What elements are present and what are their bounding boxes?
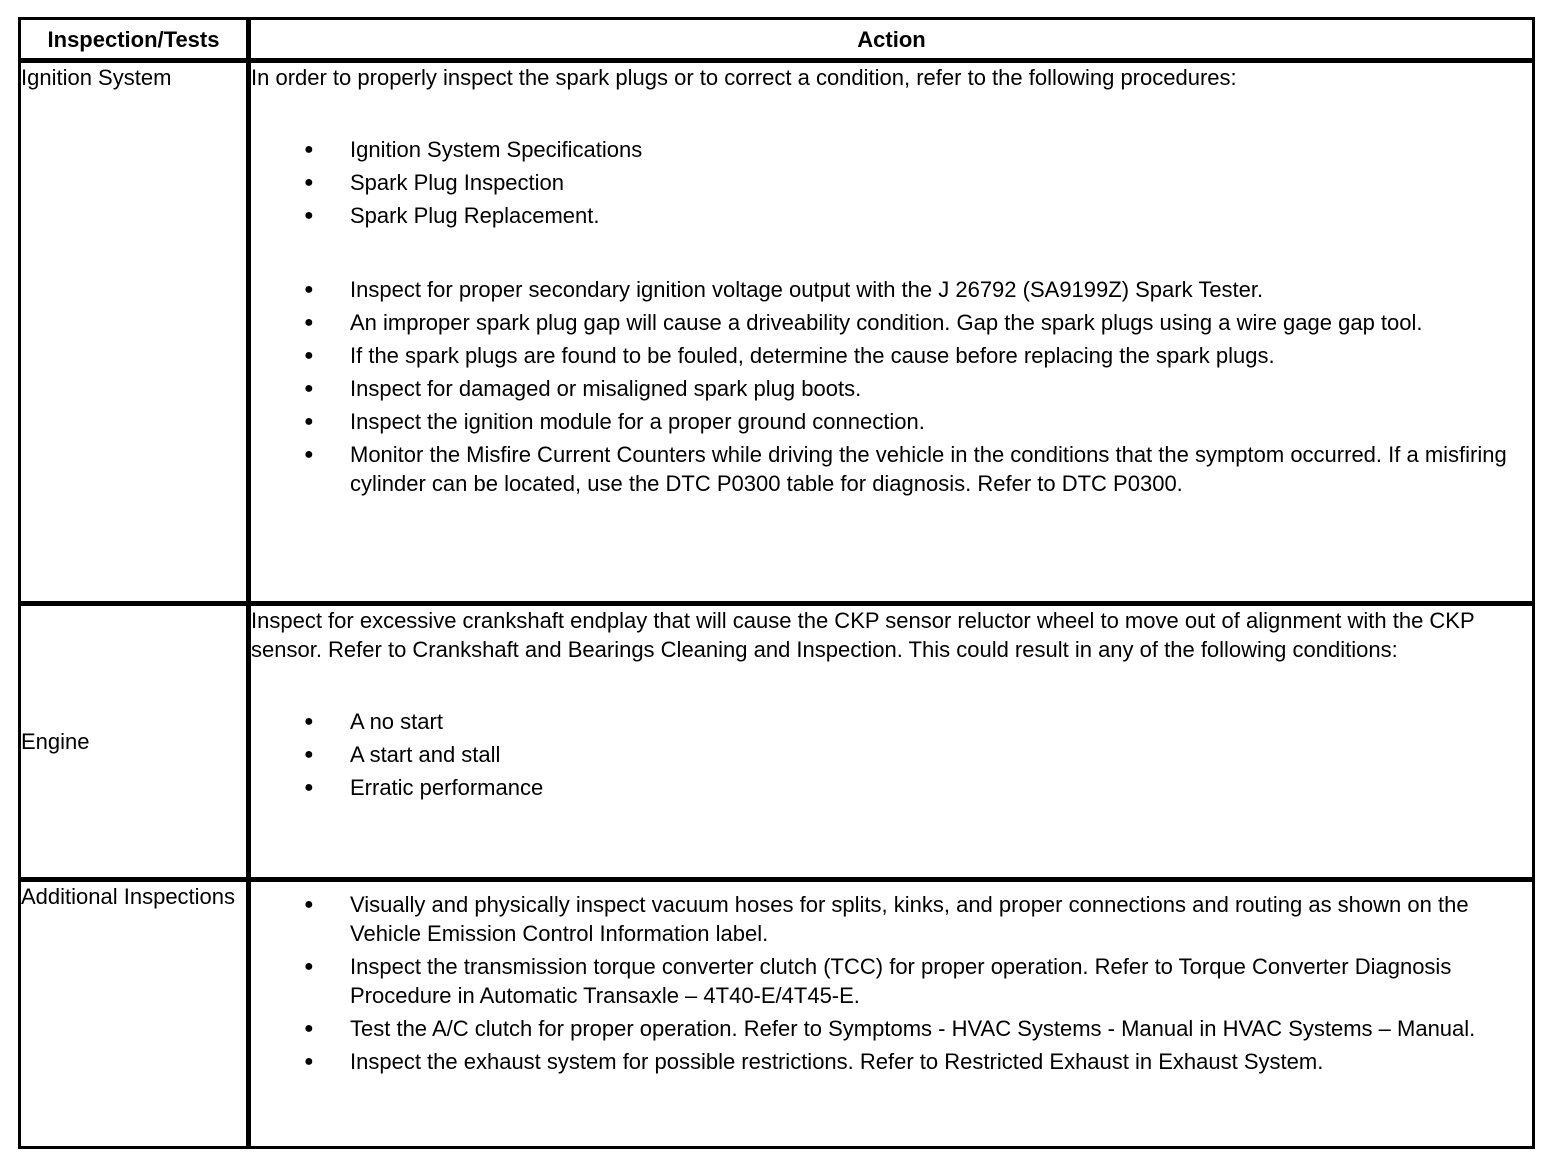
list-item: ● Ignition System Specifications — [304, 137, 643, 163]
engine-conditions-list — [251, 707, 1532, 802]
ignition-procedures-list — [251, 135, 1532, 230]
list-item: ● Visually and physically inspect vacuum hoses for splits, kinks, and proper connections and routing as shown on the Vehicle Emission Control Information label. — [304, 891, 1469, 946]
action-cell-ignition — [249, 61, 1534, 603]
bullet-icon: ● — [304, 446, 314, 464]
bullet-icon: ● — [304, 1052, 314, 1070]
action-cell-engine — [249, 603, 1534, 879]
list-item: ● If the spark plugs are found to be fouled, determine the cause before replacing the spark plugs. — [304, 343, 1275, 369]
engine-intro: Inspect for excessive crankshaft endplay that will cause the CKP sensor reluctor wheel to move out of alignment with the CKP sensor. Refer to Crankshaft and Bearings Cleaning and Inspection. This could result in any of the following conditions: — [251, 607, 1475, 662]
header-inspection-tests: Inspection/Tests — [20, 19, 249, 61]
bullet-icon: ● — [304, 957, 314, 975]
row-label-additional: Additional Inspections — [20, 879, 249, 1147]
list-item: ● A no start — [304, 708, 443, 734]
ignition-intro: In order to properly inspect the spark plugs or to correct a condition, refer to the following procedures: — [251, 65, 1237, 91]
list-item: ● Spark Plug Inspection — [304, 170, 565, 196]
row-label-ignition: Ignition System — [20, 61, 249, 603]
list-item: ● Test the A/C clutch for proper operation. Refer to Symptoms - HVAC Systems - Manual in HVAC Systems – Manual. — [304, 1015, 1476, 1041]
bullet-icon: ● — [304, 712, 314, 730]
bullet-icon: ● — [304, 347, 314, 365]
list-item: ● A start and stall — [304, 741, 501, 767]
list-item: ● Inspect the transmission torque converter clutch (TCC) for proper operation. Refer to Torque Converter Diagnosis Procedure in Automatic Transaxle – 4T40-E/4T45-E. — [304, 953, 1452, 1008]
list-item: ● Inspect for proper secondary ignition voltage output with the J 26792 (SA9199Z) Spark Tester. — [304, 277, 1264, 303]
list-item: ● Spark Plug Replacement. — [304, 203, 600, 229]
table-row-engine — [20, 603, 1534, 879]
diagnostic-table — [18, 17, 1535, 1149]
bullet-icon: ● — [304, 174, 314, 192]
bullet-icon: ● — [304, 281, 314, 299]
list-item: ● Erratic performance — [304, 774, 544, 800]
header-row — [20, 19, 1534, 61]
list-item: ● Inspect for damaged or misaligned spark plug boots. — [304, 376, 862, 402]
list-item: ● Inspect the exhaust system for possible restrictions. Refer to Restricted Exhaust in Exhaust System. — [304, 1048, 1324, 1074]
list-item: ● Monitor the Misfire Current Counters while driving the vehicle in the conditions that the symptom occurred. If a misfiring cylinder can be located, use the DTC P0300 table for diagnosis. Refer to DTC P0300. — [304, 442, 1507, 497]
table-row-additional — [20, 879, 1534, 1147]
bullet-icon: ● — [304, 895, 314, 913]
bullet-icon: ● — [304, 1019, 314, 1037]
list-item: ● An improper spark plug gap will cause a driveability condition. Gap the spark plugs using a wire gage gap tool. — [304, 310, 1423, 336]
bullet-icon: ● — [304, 413, 314, 431]
ignition-checks-list — [251, 275, 1532, 498]
list-item: ● Inspect the ignition module for a proper ground connection. — [304, 409, 925, 435]
bullet-icon: ● — [304, 141, 314, 159]
bullet-icon: ● — [304, 380, 314, 398]
table-row-ignition — [20, 61, 1534, 603]
bullet-icon: ● — [304, 207, 314, 225]
bullet-icon: ● — [304, 778, 314, 796]
header-action: Action — [249, 19, 1534, 61]
additional-items-list — [251, 890, 1532, 1076]
bullet-icon: ● — [304, 314, 314, 332]
bullet-icon: ● — [304, 745, 314, 763]
row-label-engine: Engine — [20, 603, 249, 879]
action-cell-additional — [249, 879, 1534, 1147]
